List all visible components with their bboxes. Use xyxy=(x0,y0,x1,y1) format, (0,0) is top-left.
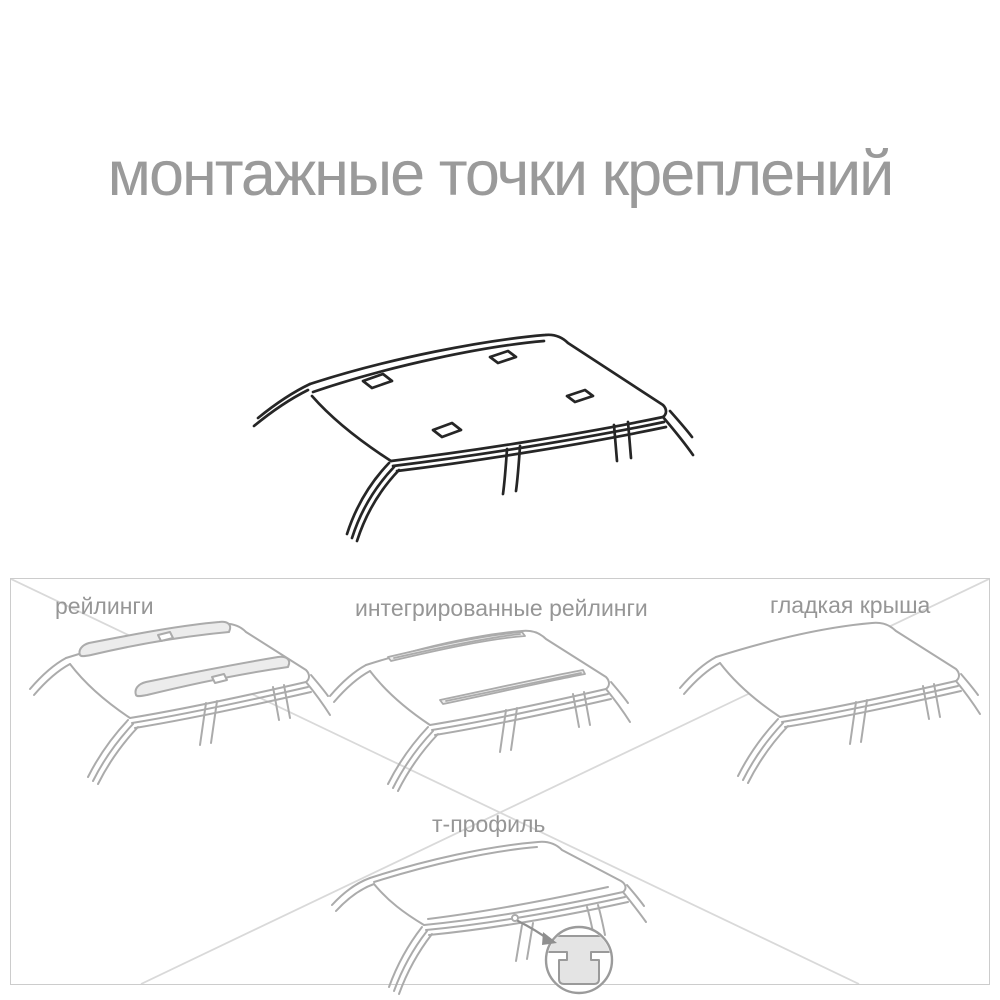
rear-corner-line xyxy=(663,417,693,455)
label-railings: рейлинги xyxy=(55,593,154,619)
main-roof-mounting-points-drawing xyxy=(230,318,730,568)
sketch-raised-railings xyxy=(20,613,340,788)
label-smooth-roof: гладкая крыша xyxy=(770,592,931,618)
gutter-sweep xyxy=(347,463,389,534)
a-pillar-outer-line xyxy=(258,384,310,418)
label-t-profile: т-профиль xyxy=(432,811,546,837)
sketch-t-profile xyxy=(290,835,710,1000)
sketch-integrated-railings xyxy=(320,620,640,795)
a-pillar-inner-line xyxy=(254,390,308,426)
sketch-smooth-roof xyxy=(670,612,990,787)
label-integrated-railings: интегрированные рейлинги xyxy=(355,595,648,621)
callout-dot xyxy=(512,915,518,921)
page-title: монтажные точки креплений xyxy=(107,139,893,209)
